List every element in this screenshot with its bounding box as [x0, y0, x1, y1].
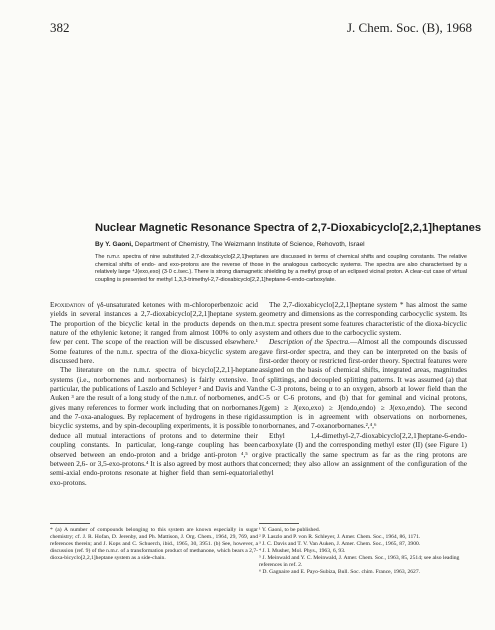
footnotes-right: [259, 527, 467, 576]
footnote-rule-left: [50, 523, 90, 524]
right-column: [259, 300, 467, 478]
journal-header: J. Chem. Soc. (B), 1968: [347, 20, 472, 35]
footnote-2: ² P. Laszlo and P. von R. Schleyer, J. Amer. Chem. Soc., 1964, 86, 1171.: [259, 534, 421, 540]
right-paragraph-2-text: —Almost all the compounds discussed gave first-order spectra, and they can be interpreted on the basis of first-order theory or restricted first-order theory. Spectral features were assigned on the basis of chemical shifts, integrated areas, magnitudes of splittings, and decoupled splitting patterns. It was assumed (a) that the C-3 protons, being α to an oxygen, absorb at lower field than the C-5 or C-6 protons, and (b) that for geminal and vicinal protons, J(gem) ≥ J(exo,exo) ≥ J(endo,endo) ≥ J(exo,endo). The second assumption is in agreement with observations on norbornenes, norbornanes, and 7-oxanorbornanes.²,⁴,⁶: [259, 337, 467, 431]
right-paragraph-1: The 2,7-dioxabicyclo[2,2,1]heptane system * has almost the same geometry and dimensions as the corresponding carbocyclic system. Its n.m.r. spectra present some features characteristic of the dioxa-bicyclic system and others due to the carbocyclic system.: [259, 300, 467, 338]
left-paragraph-2: The literature on the n.m.r. spectra of bicyclo[2,2,1]-heptane systems (i.e., norbornenes and norbornanes) is fairly extensive. In particular, the publications of Laszlo and Schleyer ² and Davis and Van Auken ³ are the result of a long study of the n.m.r. of norbornenes, and gives many references to former work including that on norbornanes and the 7-oxa-analogues. By replacement of hydrogens in these rigid bicyclic systems, and by spin-decoupling experiments, it is possible to deduce all mutual interactions of protons and to determine their coupling constants. In particular, long-range coupling has been observed between an endo-proton and a bridge anti-proton ⁴,⁵ or between 2,6- or 3,5-exo-protons.⁴ It is also agreed by most authors that semi-axial endo-protons resonate at higher field than semi-equatorial exo-protons.: [50, 365, 258, 487]
right-paragraph-3: Ethyl 1,4-dimethyl-2,7-dioxabicyclo[2,2,1]heptane-6-endo-carboxylate (I) and the corresponding methyl ester (II) (see Figure 1) give practically the same spectrum as far as the ring protons are concerned; they also allow an assignment of the configuration of the ethyl: [259, 430, 467, 478]
left-paragraph-1-text: of γδ-unsaturated ketones with m-chloroperbenzoic acid yields in several instances a 2,7-dioxabicyclo[2,2,1]heptane system. The proportion of the bicyclic ketal in the products depends on the nature of the ethylenic ketone; it ranged from almost 100% to only a few per cent. The scope of the reaction will be discussed elsewhere.¹ Some features of the n.m.r. spectra of the dioxa-bicyclic system are discussed here.: [50, 300, 258, 366]
right-paragraph-2: [259, 337, 467, 430]
article-title: Nuclear Magnetic Resonance Spectra of 2,7-Dioxabicyclo[2,2,1]heptanes: [95, 222, 482, 234]
byline: [95, 241, 480, 248]
author-affiliation: Department of Chemistry, The Weizmann Institute of Science, Rehovoth, Israel: [134, 241, 365, 248]
footnote-1: ¹ Y. Gaoni, to be published.: [259, 527, 321, 533]
abstract: The n.m.r. spectra of nine substituted 2,7-dioxabicyclo[2,2,1]heptanes are discussed in terms of chemical shifts and coupling constants. The relative chemical shifts of endo- and exo-protons are the reverse of those in the analogous carbocyclic systems. The spectra are also characterised by a relatively large ⁴J(exo,exo) (3·0 c./sec.). There is strong diamagnetic shielding by a methyl group of an eclipsed vicinal proton. A clear-cut case of virtual coupling is presented for methyl 1,3,3-trimethyl-2,7-dioxabicyclo[2,2,1]heptane-6-endo-carboxylate.: [95, 254, 467, 284]
author-name: By Y. Gaoni,: [95, 241, 133, 248]
footnote-rule-right: [259, 523, 299, 524]
footnote-6: ⁶ D. Gagnaire and E. Payo-Subiza, Bull. Soc. chim. France, 1963, 2627.: [259, 569, 421, 575]
left-paragraph-1: [50, 300, 258, 365]
footnote-4: ⁴ J. I. Musher, Mol. Phys., 1963, 6, 93.: [259, 548, 346, 554]
left-column: [50, 300, 258, 487]
footnote-left: * (a) A number of compounds belonging to this system are known especially in sugar chemistry; cf. J. R. Hofan, D. Jerenby, and Ph. Mattison, J. Org. Chem., 1964, 29, 769, and references therein; and J. Kops and C. Schuerch, ibid., 1965, 30, 3951. (b) See, however, a discussion (ref. 9) of the n.m.r. of a transformation product of methanone, which bears a 2,7-dioxa-bicyclo[2,2,1]heptane system as a side-chain.: [50, 527, 258, 561]
footnote-3: ³ J. C. Davis and T. V. Van Auken, J. Amer. Chem. Soc., 1965, 87, 3900.: [259, 541, 421, 547]
lead-word: Epoxidation: [50, 300, 85, 309]
footnote-5: ⁵ J. Meinwald and Y. C. Meinwald, J. Amer. Chem. Soc., 1963, 85, 2514; see also leading references in ref. 2.: [259, 555, 460, 568]
page-number: 382: [50, 20, 70, 35]
section-heading: Description of the Spectra.: [269, 337, 350, 347]
